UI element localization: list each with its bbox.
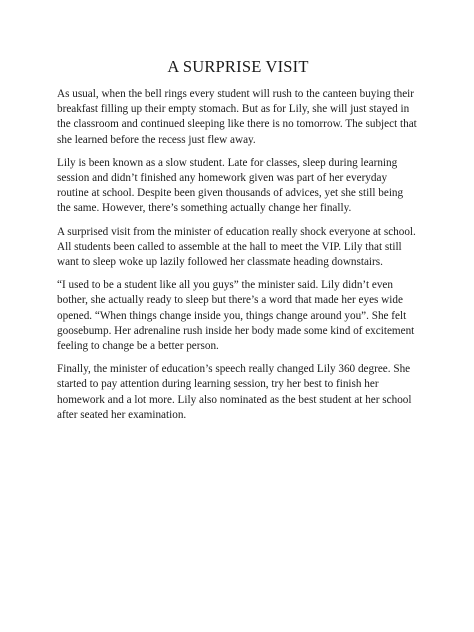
paragraph-4: “I used to be a student like all you guys” the minister said. Lily didn’t even bother, she actually ready to sleep but there’s a word that made her eyes wide opened. “When things change inside you, things change around you”. She felt goosebump. Her adrenaline rush inside her body made some kind of excitement feeling to change be a better person. (57, 279, 415, 353)
paragraph-2: Lily is been known as a slow student. Late for classes, sleep during learning session and didn’t finished any homework given was part of her everyday routine at school. Despite been given thousands of advices, yet she still being the same. However, there’s something actually change her finally. (57, 156, 404, 215)
paragraph-1: As usual, when the bell rings every student will rush to the canteen buying their breakfast filling up their empty stomach. But as for Lily, she will just stayed in the classroom and continued sleeping like there is no tomorrow. The subject that she learned before the recess just flew away. (57, 88, 417, 146)
document-title: A SURPRISE VISIT (167, 57, 309, 76)
paragraph-5: Finally, the minister of education’s speech really changed Lily 360 degree. She started to pay attention during learning session, try her best to finish her homework and a lot more. Lily also nominated as the best student at her school after seated her examination. (57, 363, 412, 421)
paragraph-3: A surprised visit from the minister of education really shock everyone at school. All students been called to assemble at the hall to meet the VIP. Lily that still want to sleep woke up lazily followed her classmate heading downstairs. (57, 225, 416, 269)
